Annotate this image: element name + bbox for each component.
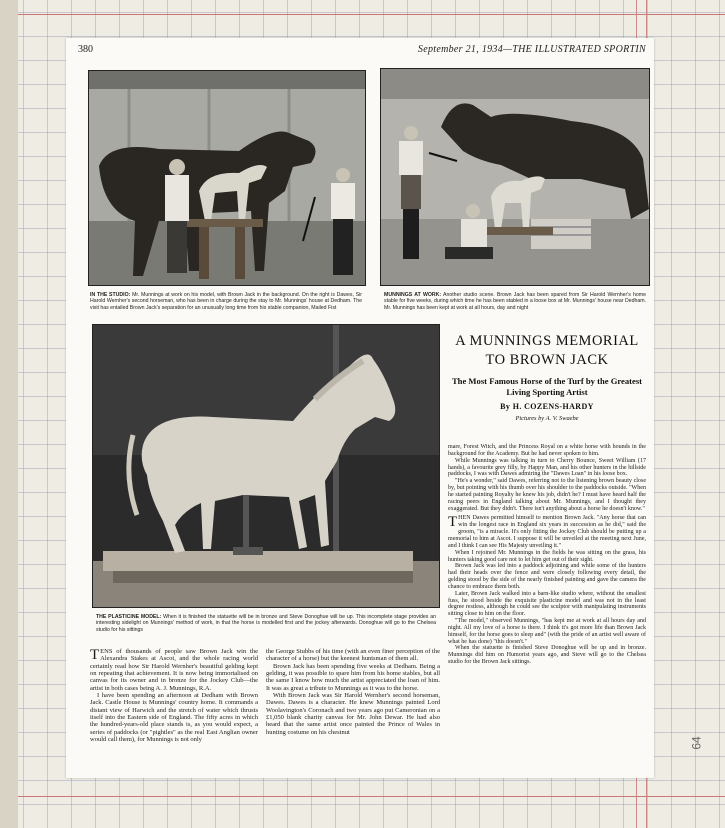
article-paragraph: Later, Brown Jack walked into a barn-like studio where, without the smallest fuss, he stood beside the exquisite plasticine model and was not in the least degree restless, although he could see the sculptor with manipulating instruments sitting close to him on the floor. <box>448 590 646 618</box>
article-paragraph: While Munnings was talking in turn to Cherry Bounce, Sweet William (17 hands), a favourite grey filly, by Happy Man, and his other hunters in the hillside paddocks, I was with Dawes admiring the "Dawes Loan" in his loose box. <box>448 457 646 478</box>
work-caption <box>384 292 646 311</box>
plasticine-model-photo <box>92 324 440 608</box>
article-paragraph: THEN Dawes permitted himself to mention Brown Jack. "Any horse that can win the longest race in England six years in succession as he did," said the groom, "is a miracle. It's only fitting the Jockey Club should be putting up a memorial to him at Ascot. I suppose it will be unveiled at the meeting next June, and I think I can see His Majesty unveiling it." <box>448 514 646 549</box>
article-column-3 <box>448 444 646 666</box>
article-paragraph: the George Stubbs of his time (with an even finer perception of the character of a horse) but the keenest huntsman of them all. <box>266 648 440 663</box>
article-byline: By H. COZENS-HARDY <box>500 402 594 411</box>
article-paragraph: I have been spending an afternoon at Dedham with Brown Jack. Castle House is Munnings' country home. It commands a distant view of Harwich and the stretch of water which thrusts itself into the Eastern side of England. The fifty acres in which the hundred-years-old place stands is, as you would expect, a series of paddocks (or "pightles" as the real East Anglian owner would call them), for Munnings is not only <box>90 692 258 744</box>
studio-caption-body: Mr. Munnings at work on his model, with Brown Jack in the background. On the right is Dawes, Sir Harold Wernher's second horseman, who has been in charge during the stay to Mr. Munnings' house at Dedham. The visit has entailed Brown Jack's separation for an unusually long time from his stable companion, Mailed Fist <box>90 292 363 311</box>
article-paragraph: mare, Forest Witch, and the Princess Royal on a white horse with hounds in the background for the Academy. But he had never spoken to him. <box>448 444 646 457</box>
article-paragraph: Brown Jack has been spending five weeks at Dedham. Being a gelding, it was possible to spare him from his home stables, but all the same I know how much the artist appreciated the loan of him. It was as great a tribute to Munnings as it was to the horse. <box>266 662 440 692</box>
article-title-block <box>450 332 644 422</box>
studio-photo <box>88 70 366 286</box>
studio-caption <box>90 292 362 311</box>
model-caption <box>96 614 436 633</box>
article-paragraph: "The model," observed Munnings, "has kept me at work at all hours day and night. All my love of a horse is there. I think it's got more life than Brown Jack himself, for the horse goes to sleep and" (with the pride of an artist well aware of what he has done) "this doesn't." <box>448 618 646 645</box>
work-photo-image <box>381 69 649 285</box>
drop-cap: T <box>90 647 100 663</box>
pencil-margin-note: 64 <box>689 736 704 750</box>
photo-credit: Pictures by A. V. Swaebe <box>515 415 579 422</box>
work-caption-body: Another studio scene. Brown Jack has been spared from Sir Harold Wernher's home stable for five weeks, during which time he has been stabled in a loose box at Mr. Munnings' house near Dedham. Mr. Munnings has been kept at work at all hours, day and night <box>384 292 646 311</box>
ledger-red-rule <box>0 796 725 797</box>
article-column-1 <box>90 648 258 743</box>
studio-caption-lead: IN THE STUDIO: <box>90 292 131 298</box>
article-subtitle: The Most Famous Horse of the Turf by the Greatest Living Sporting Artist <box>451 376 643 397</box>
article-paragraph: Brown Jack was led into a paddock adjoining and while some of the hunters had their heads over the fence and were closely following every detail, the gelding stood by the side of the nearly finished painting and gave the camera the chance to embrace them both. <box>448 563 646 590</box>
article-column-2 <box>266 648 440 736</box>
article-paragraph: With Brown Jack was Sir Harold Wernher's second horseman, Dawes. Dawes is a character. He knew Munnings painted Lord Woolavington's Coronach and two years ago put Cameronian on a £1,050 blank charity canvas for Mr. John Dewar. He had also heard that the same artist once painted the Prince of Wales in hunting costume on his chestnut <box>266 692 440 736</box>
studio-photo-image <box>89 71 365 285</box>
drop-cap: T <box>448 514 458 531</box>
work-photo <box>380 68 650 286</box>
article-title: A MUNNINGS MEMORIAL TO BROWN JACK <box>455 333 639 368</box>
magazine-clipping <box>66 38 654 778</box>
page-number: 380 <box>78 44 93 55</box>
model-caption-body: When it is finished the statuette will be in bronze and Steve Donoghue will be up. This incomplete stage provides an interesting sidelight on Munnings' method of work, in that the horse is modelled first and the jockey afterwards. Donoghue will go to the Chelsea studio for his sittings <box>96 614 436 633</box>
page-header <box>78 44 646 58</box>
work-caption-lead: MUNNINGS AT WORK: <box>384 292 442 298</box>
article-paragraph: "He's a wonder," said Dawes, referring not to the listening brown beauty close by, but pointing with his thumb over his shoulder to the paddocks outside. "When he started painting Royalty he knew his job, didn't he? I must have heard half the racing peers in England talking about Mr. Munnings, and I thought they exaggerated. But they didn't. There isn't anything about a horse he doesn't know." <box>448 478 646 512</box>
article-paragraph: When the statuette is finished Steve Donoghue will be up and in bronze. Munnings did him on Humorist years ago, and Steve will go to the Chelsea studio for the Brown Jack sittings. <box>448 645 646 666</box>
running-head: September 21, 1934—THE ILLUSTRATED SPORTIN <box>417 44 646 55</box>
article-paragraph: TENS of thousands of people saw Brown Jack win the Alexandra Stakes at Ascot, and the whole racing world certainly read how Sir Harold Wernher's beautiful gelding kept on repeating that achievement. It is now being immortalised on canvas for its owner and in bronze for the Jockey Club—the artist in both cases being A. J. Munnings, R.A. <box>90 647 258 692</box>
model-caption-lead: THE PLASTICINE MODEL: <box>96 614 162 620</box>
ledger-red-rule <box>0 14 725 15</box>
article-paragraph: When I rejoined Mr. Munnings in the fields he was sitting on the grass, his hunters taking good care not to let him get out of their sight. <box>448 549 646 563</box>
plasticine-model-image <box>93 325 439 607</box>
